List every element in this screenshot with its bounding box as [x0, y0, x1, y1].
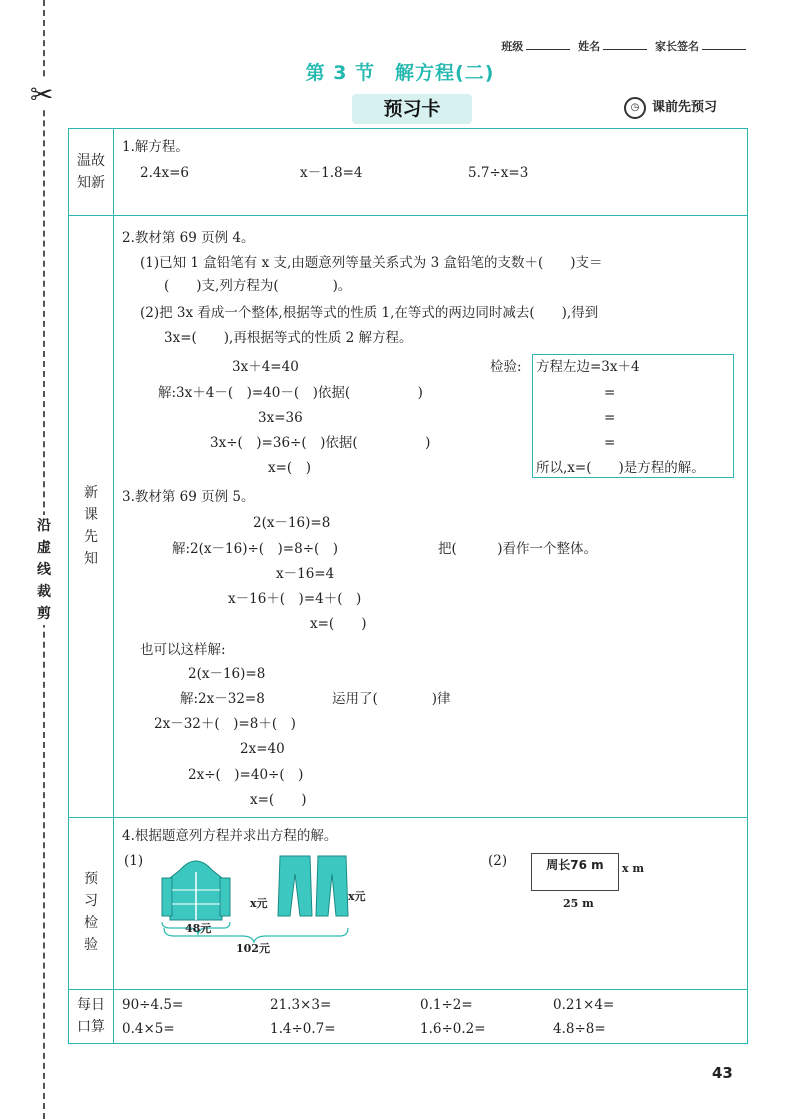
q4-title: 4.根据题意列方程并求出方程的解。: [122, 828, 338, 844]
q3-step: 运用了( )律: [332, 691, 451, 707]
q3-step: 把( )看作一个整体。: [438, 541, 598, 557]
section-title: 第 3 节 解方程(二): [305, 62, 495, 84]
check-line: 方程左边=3x＋4: [536, 359, 640, 375]
q2-step: 3x＋4=40: [232, 359, 299, 375]
rectangle-width-label: x m: [622, 862, 645, 875]
q1-equation: x－1.8=4: [300, 165, 363, 181]
check-line: 所以,x=( )是方程的解。: [536, 460, 705, 476]
divider: [68, 215, 748, 216]
q3-step: x－16=4: [276, 566, 335, 582]
divider: [68, 989, 748, 990]
pants-price-label: x元: [250, 897, 268, 910]
pants-icon: [278, 856, 312, 916]
clothes-illustration: [160, 850, 380, 960]
q2-part2-line1: (2)把 3x 看成一个整体,根据等式的性质 1,在等式的两边同时减去( ),得到: [140, 305, 599, 321]
q3-step: 2(x－16)=8: [253, 515, 331, 531]
page-number: 43: [712, 1064, 733, 1082]
clock-icon: ◷: [624, 97, 646, 119]
jacket-price-label: 48元: [185, 922, 212, 935]
q2-step: x=( ): [268, 460, 311, 476]
q2-title: 2.教材第 69 页例 4。: [122, 230, 255, 246]
total-price-label: 102元: [236, 942, 270, 955]
student-info: 班级 姓名 家长签名: [501, 38, 750, 54]
daily-calc-item: 21.3×3=: [270, 997, 332, 1013]
q4-part2-label: (2): [488, 853, 508, 869]
daily-calc-item: 1.4÷0.7=: [270, 1021, 336, 1037]
q2-part1-line1: (1)已知 1 盒铅笔有 x 支,由题意列等量关系式为 3 盒铅笔的支数＋( )支＝: [140, 255, 603, 271]
q3-step: 2x=40: [240, 741, 285, 757]
q3-step: 2(x－16)=8: [188, 666, 266, 682]
q3-step: 解:2(x－16)÷( )=8÷( ): [172, 541, 339, 557]
q3-title: 3.教材第 69 页例 5。: [122, 489, 255, 505]
check-line: =: [604, 410, 616, 426]
divider: [68, 817, 748, 818]
q3-step: x－16＋( )=4＋( ): [228, 591, 362, 607]
pants-price-label: x元: [348, 890, 366, 903]
daily-calc-item: 1.6÷0.2=: [420, 1021, 486, 1037]
parent-signature-field[interactable]: [702, 49, 746, 50]
preview-tag: ◷ 课前先预习: [624, 96, 717, 120]
q2-step: 解:3x＋4－( )=40－( )依据( ): [158, 385, 423, 401]
label-preview-check: 预 习 检 验: [84, 871, 98, 953]
jacket-icon: [162, 861, 230, 920]
name-field[interactable]: [603, 49, 647, 50]
q2-part1-line2: ( )支,列方程为( )。: [164, 278, 352, 294]
daily-calc-item: 4.8÷8=: [553, 1021, 606, 1037]
label-column-divider: [113, 128, 114, 1044]
q1-equation: 2.4x=6: [140, 165, 189, 181]
check-line: =: [604, 385, 616, 401]
q2-step: 3x÷( )=36÷( )依据( ): [210, 435, 431, 451]
q1-equation: 5.7÷x=3: [468, 165, 529, 181]
daily-calc-item: 0.1÷2=: [420, 997, 473, 1013]
label-review: 温故 知新: [77, 153, 105, 191]
q4-part1-label: (1): [124, 853, 144, 869]
q2-part2-line2: 3x=( ),再根据等式的性质 2 解方程。: [164, 330, 413, 346]
check-line: =: [604, 435, 616, 451]
preview-card-banner: 预习卡: [352, 94, 472, 124]
cut-instruction: 沿 虚 线 裁 剪: [33, 515, 55, 625]
rectangle-length-label: 25 m: [563, 897, 594, 910]
q3-step: 2x÷( )=40÷( ): [188, 767, 304, 783]
q3-step: 2x－32＋( )=8＋( ): [154, 716, 296, 732]
label-daily-calc: 每日 口算: [77, 997, 105, 1035]
q3-step: 解:2x－32=8: [180, 691, 265, 707]
scissors-icon: ✂: [30, 78, 54, 111]
q2-check-label: 检验:: [490, 359, 522, 375]
rectangle-figure: 周长76 m: [531, 853, 619, 891]
daily-calc-item: 0.4×5=: [122, 1021, 175, 1037]
daily-calc-item: 90÷4.5=: [122, 997, 184, 1013]
q3-step: x=( ): [310, 616, 367, 632]
q3-alt-title: 也可以这样解:: [140, 642, 226, 658]
label-new-lesson: 新 课 先 知: [84, 485, 98, 567]
q1-title: 1.解方程。: [122, 139, 189, 155]
q2-step: 3x=36: [258, 410, 303, 426]
q3-step: x=( ): [250, 792, 307, 808]
daily-calc-item: 0.21×4=: [553, 997, 615, 1013]
class-field[interactable]: [526, 49, 570, 50]
pants-icon: [316, 856, 348, 916]
